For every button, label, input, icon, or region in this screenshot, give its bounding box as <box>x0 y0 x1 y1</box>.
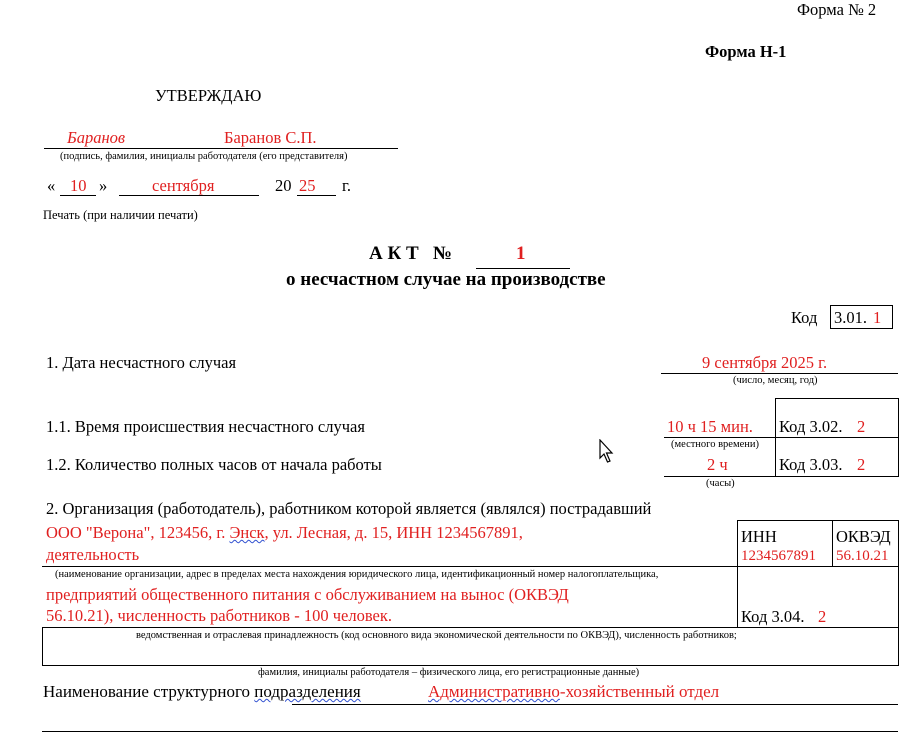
date-quote-close: » <box>99 176 108 195</box>
approval-day: 10 <box>70 176 87 195</box>
org-bottom-box-left <box>42 627 43 666</box>
division-value-word: Административно <box>428 682 560 701</box>
act-title: А К Т № <box>369 243 453 264</box>
org-table-top <box>737 520 898 521</box>
org-table-mid <box>832 520 833 567</box>
code-table-top <box>775 398 899 399</box>
year-label: г. <box>342 176 352 195</box>
inn-value: 1234567891 <box>741 548 816 564</box>
okved-value: 56.10.21 <box>836 548 889 564</box>
org-table-left <box>737 520 738 627</box>
time-code-prefix: Код 3.02. <box>779 417 843 436</box>
division-value: Административно-хозяйственный отдел <box>428 682 720 701</box>
code-table-left <box>775 398 776 476</box>
organization-city: Энск <box>229 523 265 542</box>
hours-value: 2 ч <box>707 455 728 474</box>
organization-line1: ООО "Верона", 123456, г. Энск, ул. Лесная, д. 15, ИНН 1234567891, <box>46 523 523 542</box>
hours-underline <box>664 476 899 477</box>
division-label: Наименование структурного подразделения <box>43 682 361 701</box>
signature-line <box>44 148 398 149</box>
approval-month: сентября <box>152 176 215 195</box>
organization-caption1: (наименование организации, адрес в пределах места нахождения юридического лица, идентификационный номер налогоплательщика, <box>55 569 659 580</box>
division-line-2 <box>42 731 898 732</box>
organization-code-value: 2 <box>818 607 827 626</box>
organization-line4: 56.10.21), численность работников - 100 человек. <box>46 606 392 625</box>
day-line <box>60 195 96 196</box>
stamp-caption: Печать (при наличии печати) <box>43 208 198 222</box>
date-label: 1. Дата несчастного случая <box>46 353 237 372</box>
month-line <box>119 195 259 196</box>
hours-caption: (часы) <box>706 478 735 489</box>
division-label-word: подразделения <box>254 682 361 701</box>
inn-label: ИНН <box>741 527 777 546</box>
form-number: Форма № 2 <box>797 0 877 19</box>
org-table-right <box>898 520 899 666</box>
act-number: 1 <box>516 243 526 264</box>
approval-signature: Баранов <box>67 128 126 147</box>
act-code-prefix: 3.01. <box>834 308 867 327</box>
organization-caption3: фамилия, инициалы работодателя – физического лица, его регистрационные данные) <box>258 667 640 678</box>
hours-label: 1.2. Количество полных часов от начала работы <box>46 455 382 474</box>
organization-caption2: ведомственная и отраслевая принадлежность (код основного вида экономической деятельности по ОКВЭД), численность работников; <box>136 630 737 641</box>
organization-line2: деятельность <box>46 545 140 564</box>
organization-label: 2. Организация (работодатель), работником которой является (являлся) пострадавший <box>46 499 652 518</box>
okved-label: ОКВЭД <box>836 527 891 546</box>
year-suffix: 25 <box>299 176 316 195</box>
time-code-value: 2 <box>857 417 866 436</box>
time-underline <box>664 437 899 438</box>
organization-line3: предприятий общественного питания с обслуживанием на вынос (ОКВЭД <box>46 585 569 604</box>
act-code-value: 1 <box>873 308 882 327</box>
date-caption: (число, месяц, год) <box>733 375 818 386</box>
year-prefix: 20 <box>275 176 292 195</box>
time-caption: (местного времени) <box>671 439 760 450</box>
date-value: 9 сентября 2025 г. <box>702 353 828 372</box>
organization-code-prefix: Код 3.04. <box>741 607 805 626</box>
hours-code-value: 2 <box>857 455 866 474</box>
year-line <box>297 195 336 196</box>
hours-code-prefix: Код 3.03. <box>779 455 843 474</box>
division-line <box>292 704 898 705</box>
signature-caption: (подпись, фамилия, инициалы работодателя (его представителя) <box>60 151 348 162</box>
time-label: 1.1. Время происшествия несчастного случая <box>46 417 365 436</box>
act-code-label: Код <box>791 308 818 327</box>
code-table-right <box>898 398 899 476</box>
act-subtitle: о несчастном случае на производстве <box>286 269 606 290</box>
approval-title: УТВЕРЖДАЮ <box>155 86 262 105</box>
form-code: Форма Н-1 <box>705 42 787 61</box>
date-quote-open: « <box>47 176 56 195</box>
org-bottom-box-bottom <box>42 665 898 666</box>
org-line-after-line4 <box>42 627 898 628</box>
org-line-after-line2 <box>42 566 898 567</box>
approval-full-name: Баранов С.П. <box>224 128 317 147</box>
mouse-pointer-icon <box>599 439 615 470</box>
date-line <box>661 373 898 374</box>
time-value: 10 ч 15 мин. <box>667 417 753 436</box>
